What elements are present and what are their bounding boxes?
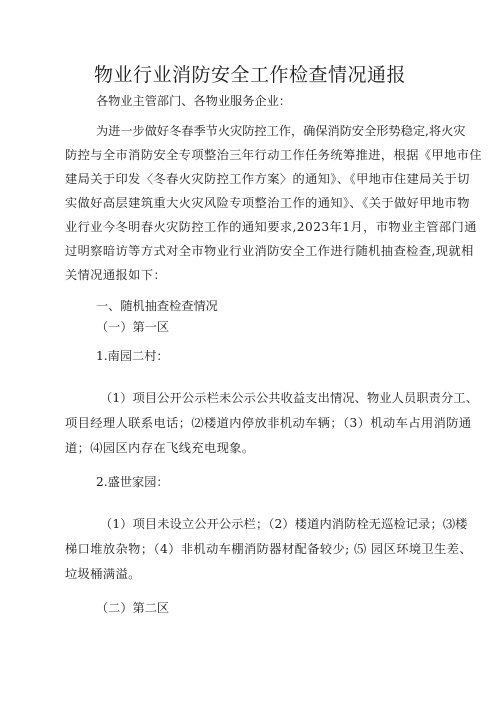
intro-line: 为进一步做好冬春季节火灾防控工作，确保消防安全形势稳定,将火灾 bbox=[96, 124, 466, 138]
intro-line: 防控与全市消防安全专项整治三年行动工作任务统筹推进，根据《甲地市住 bbox=[65, 148, 483, 162]
item-heading: 1.南园二村： bbox=[96, 349, 169, 363]
item-heading: 2.盛世家园： bbox=[96, 475, 169, 489]
intro-line: 实做好高层建筑重大火灾风险专项整治工作的通知》、《关于做好甲地市物 bbox=[65, 196, 470, 210]
district-heading: （二）第二区 bbox=[96, 601, 170, 615]
item-line: 道；⑷园区内存在飞线充电现象。 bbox=[65, 441, 255, 455]
intro-line: 业行业今冬明春火灾防控工作的通知要求,2023年1月，市物业主管部门通 bbox=[65, 220, 477, 234]
item-line: （1）项目公开公示栏未公示公共收益支出情况、物业人员职责分工、 bbox=[100, 391, 479, 405]
intro-line: 建局关于印发〈冬春火灾防控工作方案〉的通知》、《甲地市住建局关于切 bbox=[65, 172, 470, 186]
section-heading: 一、随机抽查检查情况 bbox=[96, 299, 218, 313]
item-line: 项目经理人联系电话；⑵楼道内停放非机动车辆；（3）机动车占用消防通 bbox=[65, 416, 472, 430]
district-heading: （一）第一区 bbox=[96, 320, 170, 334]
intro-line: 过明察暗访等方式对全市物业行业消防安全工作进行随机抽查检查,现就相 bbox=[65, 244, 474, 258]
item-line: （1）项目未设立公开公示栏；（2）楼道内消防栓无巡检记录；⑶楼 bbox=[100, 517, 468, 531]
intro-line: 关情况通报如下： bbox=[65, 268, 167, 282]
salutation: 各物业主管部门、各物业服务企业： bbox=[96, 94, 291, 108]
document-title: 物业行业消防安全工作检查情况通报 bbox=[93, 64, 406, 86]
item-line: 垃圾桶满溢。 bbox=[65, 567, 141, 581]
item-line: 梯口堆放杂物；（4）非机动车棚消防器材配备较少; ⑸ 园区环境卫生差、 bbox=[65, 542, 473, 556]
